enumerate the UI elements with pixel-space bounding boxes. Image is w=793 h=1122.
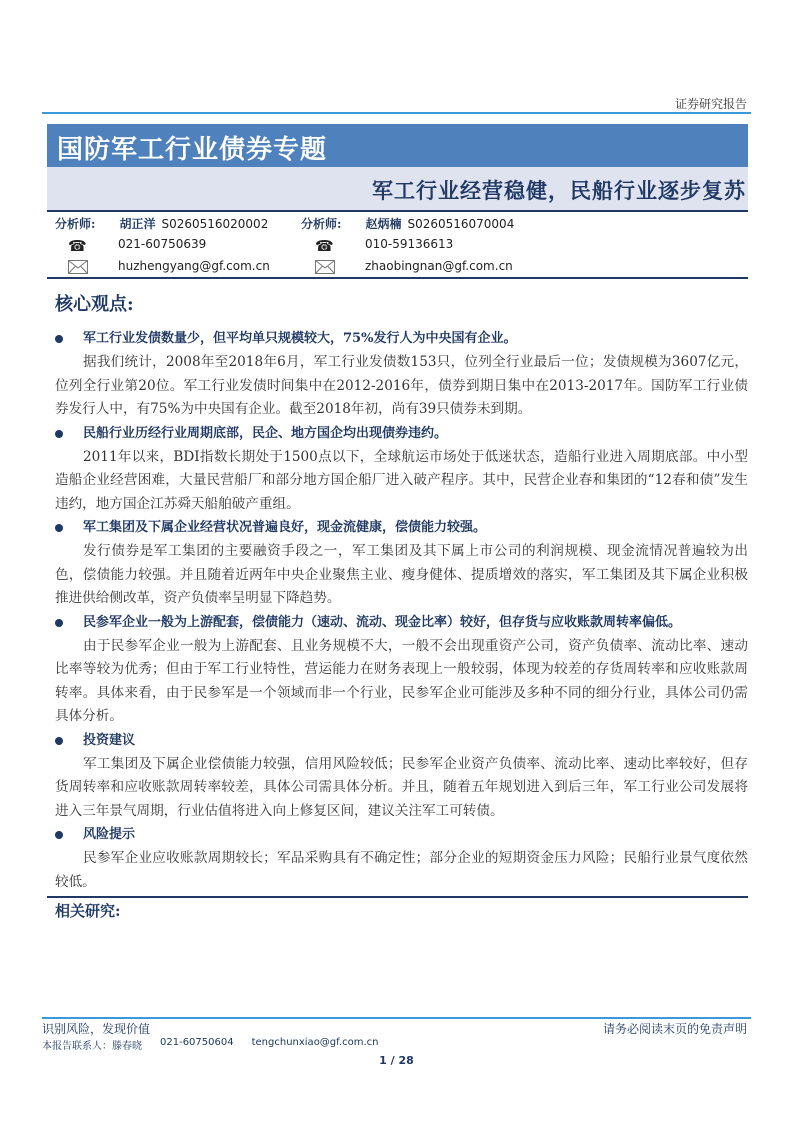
bullet-icon [55,831,63,839]
title-banner [47,124,748,167]
analyst-email[interactable]: huzhengyang@gf.com.cn [118,259,270,273]
contact-email[interactable]: tengchunxiao@gf.com.cn [251,1037,379,1048]
contact-label: 本报告联系人：滕春晓 [42,1041,142,1052]
analyst-1-name-row [55,215,268,232]
divider [47,277,748,279]
report-type-label: 证券研究报告 [674,97,747,111]
section-body: 据我们统计，2008年至2018年6月，军工行业发债数153只，位列全行业最后一位；发债规模为3607亿元，位列全行业第20位。军工行业发债时间集中在2012-2016年，债券到期日集中在2013-2017年。国防军工行业债券发行人中，有75%为中央国有企业。截至2018年初，尚有39只债券未到期。 [55,354,748,417]
section-heading: 军工集团及下属企业经营状况普遍良好，现金流健康，偿债能力较强。 [83,520,487,535]
analyst-cert: S0260516070004 [407,216,515,231]
mail-icon [68,259,88,278]
analyst-name: 赵炳楠 [365,217,402,231]
section-1 [55,328,748,422]
section-body: 军工集团及下属企业偿债能力较强，信用风险较低；民参军企业资产负债率、流动比率、速动比率较好，但存货周转率和应收账款周转率较差，具体公司需具体分析。并且，随着五年规划进入到后三年，军工行业公司发展将进入三年景气周期，行业估值将进入向上修复区间，建议关注军工可转债。 [55,755,748,819]
section-heading: 风险提示 [83,827,136,842]
footer-slogan: 识别风险，发现价值 [42,1022,151,1036]
footer-contact [42,1037,379,1052]
core-views-body [55,328,748,922]
section-body: 民参军企业应收账款周期较长；军品采购具有不确定性；部分企业的短期资金压力风险；民船行业景气度依然较低。 [55,850,748,890]
analyst-role: 分析师: [301,217,342,231]
section-body: 发行债券是军工集团的主要融资手段之一，军工集团及其下属上市公司的利润规模、现金流情况普遍较为出色，偿债能力较强。并且随着近两年中央企业聚焦主业、瘦身健体、提质增效的落实，军工集团及其下属企业积极推进供给侧改革，资产负债率呈明显下降趋势。 [55,543,748,606]
section-6 [55,824,748,894]
bullet-icon [55,737,63,745]
bullet-icon [55,335,63,343]
phone-icon: ☎ [315,237,334,255]
section-heading: 投资建议 [83,732,136,748]
section-body: 由于民参军企业一般为上游配套、且业务规模不大，一般不会出现重资产公司，资产负债率、流动比率、速动比率等较为优秀；但由于军工行业特性，营运能力在财务表现上一般较弱，体现为较差的存货周转率和应收账款周转率。具体来看，由于民参军是一个领域而非一个行业，民参军企业可能涉及多种不同的细分行业，具体公司仍需具体分析。 [55,637,748,724]
section-heading: 民船行业历经行业周期底部，民企、地方国企均出现债券违约。 [83,425,448,441]
analyst-role: 分析师: [55,217,96,231]
report-title: 国防军工行业债券专题 [57,135,328,165]
analyst-phone: 021-60750639 [118,237,207,251]
bullet-icon [55,619,63,627]
analyst-2-name-row [301,215,514,232]
analyst-name: 胡正洋 [119,217,156,231]
section-5 [55,730,748,824]
report-subtitle: 军工行业经营稳健，民船行业逐步复苏 [372,178,746,203]
footer-disclaimer[interactable]: 请务必阅读末页的免责声明 [602,1022,747,1036]
footer-divider [42,1017,751,1019]
mail-icon [315,259,335,278]
section-heading: 军工行业发债数量少，但平均单只规模较大，75%发行人为中央国有企业。 [83,331,517,346]
section-2 [55,423,748,517]
contact-phone: 021-60750604 [160,1037,234,1048]
related-research-heading: 相关研究: [55,902,121,920]
analyst-phone: 010-59136613 [365,237,454,251]
section-body: 2011年以来，BDI指数长期处于1500点以下，全球航运市场处于低迷状态，造船行业进入周期底部。中小型造船企业经营困难，大量民营船厂和部分地方国企船厂进入破产程序。其中，民营企业春和集团的“12春和债”发生违约，地方国企江苏舜天船舶破产重组。 [55,448,748,512]
bullet-icon [55,524,63,532]
bullet-icon [55,430,63,438]
header-divider [42,112,751,114]
section-4 [55,612,748,729]
analyst-cert: S0260516020002 [161,216,269,231]
section-heading: 民参军企业一般为上游配套，偿债能力（速动、流动、现金比率）较好，但存货与应收账款周转率偏低。 [83,614,682,630]
subtitle-banner [47,167,748,210]
page-number: 1 / 28 [379,1054,414,1067]
divider [47,896,748,898]
section-3 [55,517,748,611]
divider [47,210,748,212]
analyst-email[interactable]: zhaobingnan@gf.com.cn [365,259,513,273]
phone-icon: ☎ [68,237,87,255]
core-views-heading: 核心观点: [55,294,134,315]
